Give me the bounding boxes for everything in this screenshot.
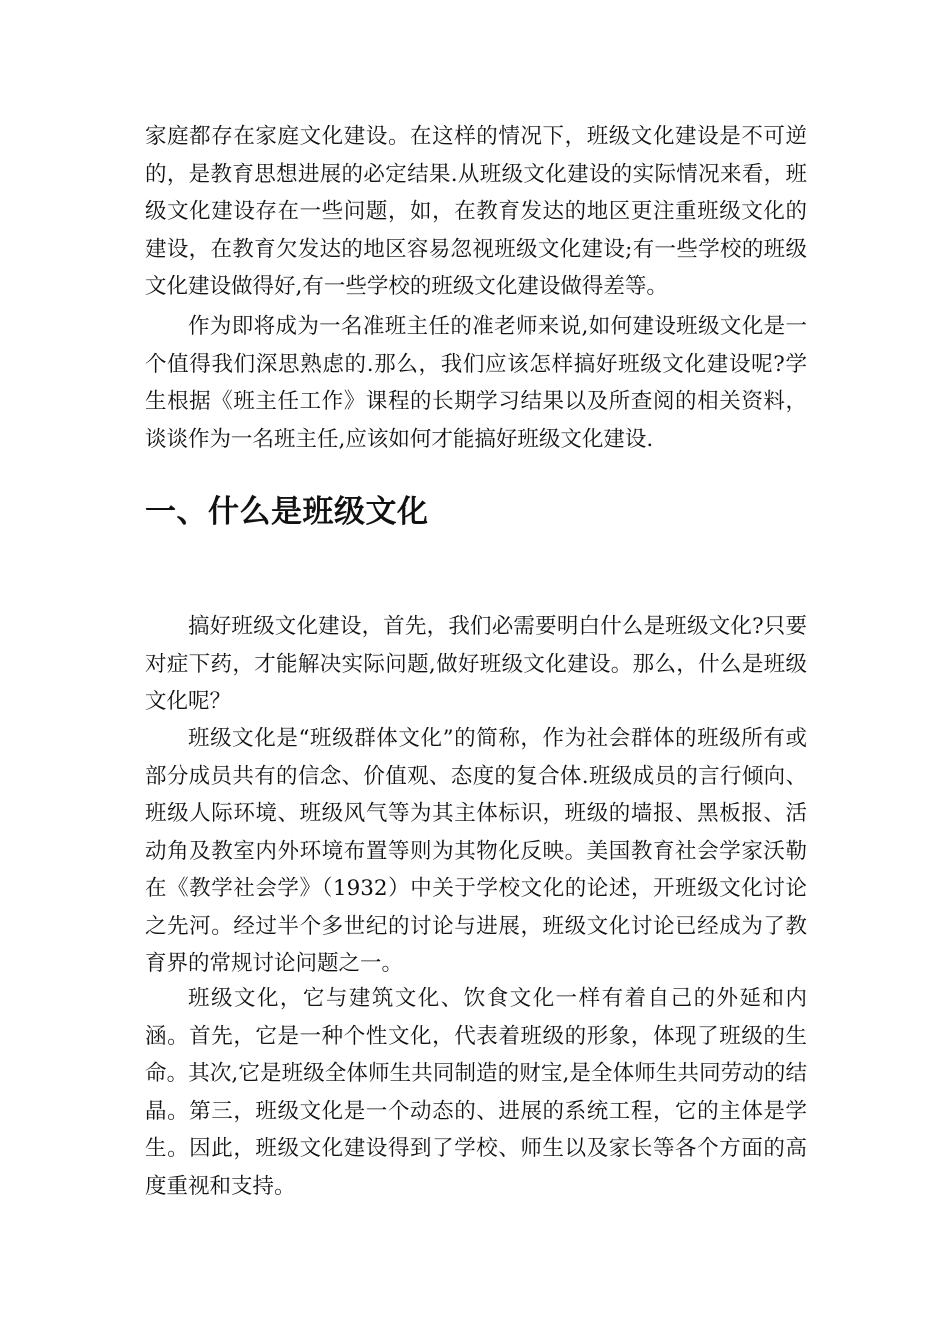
- paragraph-intro: 作为即将成为一名准班主任的准老师来说,如何建设班级文化是一个值得我们深思熟虑的.那么，我们应该怎样搞好班级文化建设呢?学生根据《班主任工作》课程的长期学习结果以及所查阅的相关资料，谈谈作为一名班主任,应该如何才能搞好班级文化建设.: [145, 314, 807, 452]
- paragraph-question: 搞好班级文化建设，首先，我们必需要明白什么是班级文化?只要对症下药，才能解决实际问题,做好班级文化建设。那么，什么是班级文化呢？: [145, 614, 807, 714]
- paragraph-characteristics: 班级文化，它与建筑文化、饮食文化一样有着自己的外延和内涵。首先，它是一种个性文化，代表着班级的形象，体现了班级的生命。其次,它是班级全体师生共同制造的财宝,是全体师生共同劳动的结晶。第三，班级文化是一个动态的、进展的系统工程，它的主体是学生。因此，班级文化建设得到了学校、师生以及家长等各个方面的高度重视和支持。: [145, 986, 807, 1199]
- paragraph-definition: 班级文化是“班级群体文化”的简称，作为社会群体的班级所有或部分成员共有的信念、价值观、态度的复合体.班级成员的言行倾向、班级人际环境、班级风气等为其主体标识，班级的墙报、黑板报、活动角及教室内外环境布置等则为其物化反映。美国教育社会学家沃勒在《教学社会学》（1932）中关于学校文化的论述，开班级文化讨论之先河。经过半个多世纪的讨论与进展，班级文化讨论已经成为了教育界的常规讨论问题之一。: [145, 726, 807, 976]
- section-heading: 一、什么是班级文化: [145, 494, 429, 530]
- paragraph-continued: 家庭都存在家庭文化建设。在这样的情况下，班级文化建设是不可逆的，是教育思想进展的必定结果.从班级文化建设的实际情况来看，班级文化建设存在一些问题，如，在教育发达的地区更注重班级文化的建设，在教育欠发达的地区容易忽视班级文化建设;有一些学校的班级文化建设做得好,有一些学校的班级文化建设做得差等。: [145, 124, 807, 299]
